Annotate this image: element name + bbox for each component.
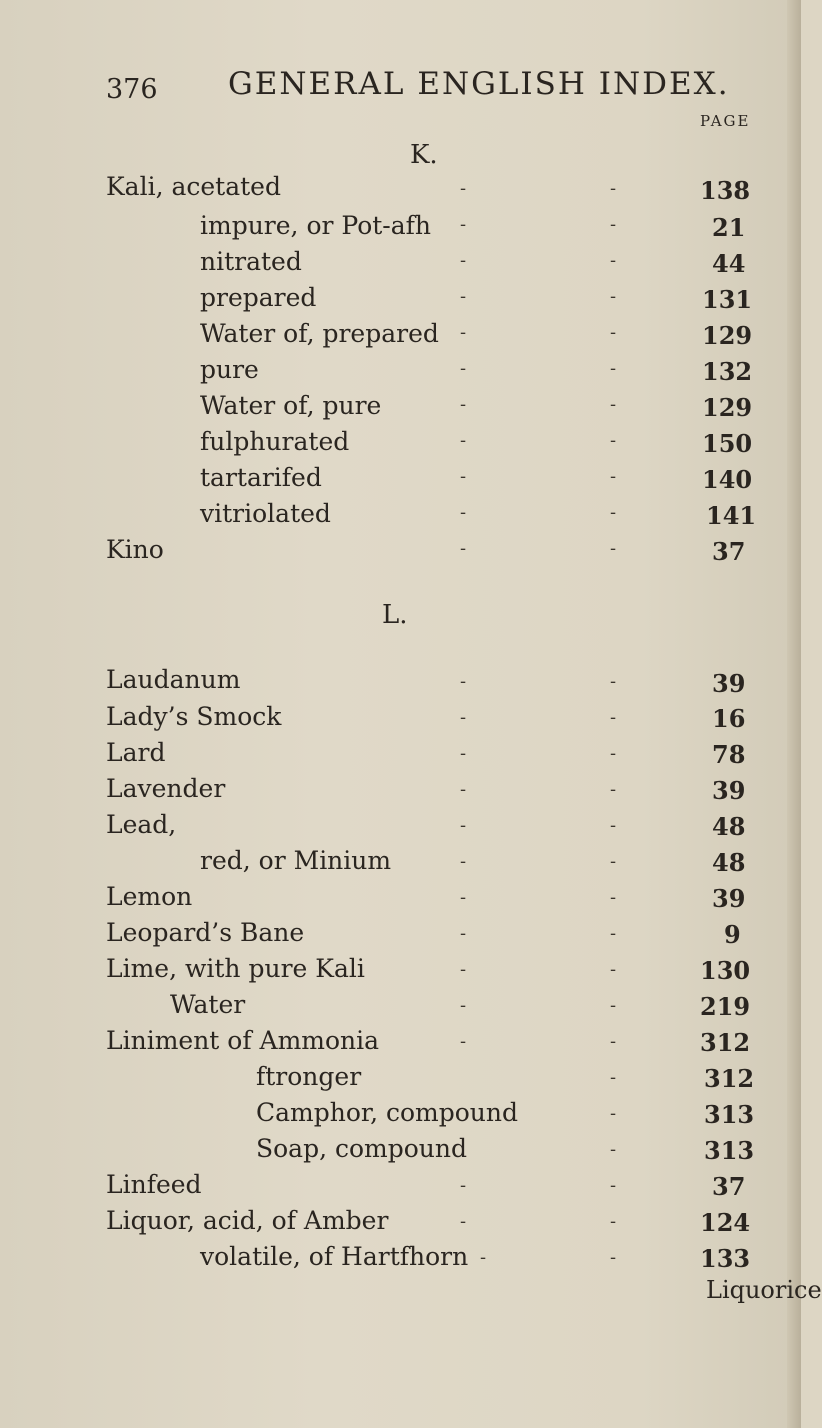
entry-page: 48 xyxy=(712,812,746,841)
entry-page: 312 xyxy=(704,1064,755,1093)
entry-term: nitrated xyxy=(200,247,302,276)
entry-page: 133 xyxy=(700,1244,751,1273)
page-edge xyxy=(787,0,801,1428)
entry-page: 313 xyxy=(704,1136,755,1165)
entry-page: 37 xyxy=(712,537,746,566)
entry-term: Lime, with pure Kali xyxy=(106,954,365,983)
entry-page: 39 xyxy=(712,884,746,913)
entry-term: pure xyxy=(200,355,259,384)
entry-page: 138 xyxy=(700,176,751,205)
entry-term: Liniment of Ammonia xyxy=(106,1026,380,1055)
entry-term: ftronger xyxy=(256,1062,362,1091)
entry-term: Linfeed xyxy=(106,1170,202,1199)
entry-term: Soap, compound xyxy=(256,1134,467,1163)
entry-term: Water xyxy=(170,990,246,1019)
entry-page: 16 xyxy=(712,704,746,733)
entry-page: 130 xyxy=(700,956,751,985)
entry-term: tartarifed xyxy=(200,463,322,492)
page-number: 376 xyxy=(106,74,158,105)
entry-page: 131 xyxy=(702,285,753,314)
entry-page: 132 xyxy=(702,357,753,386)
entry-page: 150 xyxy=(702,429,753,458)
catchword: Liquorice xyxy=(706,1276,822,1304)
entry-page: 140 xyxy=(702,465,753,494)
entry-page: 141 xyxy=(706,501,757,530)
entry-page: 48 xyxy=(712,848,746,877)
entry-term: red, or Minium xyxy=(200,846,392,875)
entry-page: 129 xyxy=(702,393,753,422)
entry-term: volatile, of Hartfhorn xyxy=(200,1242,469,1271)
entry-term: impure, or Pot-afh xyxy=(200,211,432,240)
entry-term: Lady’s Smock xyxy=(106,702,282,731)
entry-page: 129 xyxy=(702,321,753,350)
page-column-label: PAGE xyxy=(700,112,751,130)
section-letter-k: K. xyxy=(410,140,438,170)
page-title: GENERAL ENGLISH INDEX. xyxy=(228,66,730,102)
section-letter-l: L. xyxy=(382,600,408,630)
entry-page: 124 xyxy=(700,1208,751,1237)
entry-page: 37 xyxy=(712,1172,746,1201)
book-page: 376 GENERAL ENGLISH INDEX. PAGE K. Kali, acetated 138 impure, or Pot-afh 21 nitrated 44 prepared 131 Water of, prepared 129 pure 132 Water of, pure 129 fulphurated 150 tartarifed 140 vitriolated 141 Kino 37 L. Laudanum 39 Lady’s Smock 16 Lard 78 Lavender 39 Lead, 48 red, or Minium 48 Lemon 39 Leopard’s Bane 9 Lime, with pure Kali 130 Water 219 Liniment of Ammonia 312 ftronger 312 Camphor, compound 313 Soap, compound 313 Linfeed 37 Liquor, acid, of Amber 124 volatile, of Hartfhorn 133 - - - - - - - - - - - - - - - - - - - - - - - - - - - - - - - - - - - - - - - - - - - - - - - - - - - - - Liquorice xyxy=(0,0,801,1428)
entry-page: 21 xyxy=(712,213,746,242)
entry-page: 39 xyxy=(712,669,746,698)
entry-term: Lead, xyxy=(106,810,177,839)
entry-term: Lavender xyxy=(106,774,226,803)
entry-page: 39 xyxy=(712,776,746,805)
entry-page: 9 xyxy=(724,920,741,949)
entry-page: 44 xyxy=(712,249,746,278)
entry-term: Lemon xyxy=(106,882,193,911)
entry-page: 78 xyxy=(712,740,746,769)
entry-term: Liquor, acid, of Amber xyxy=(106,1206,389,1235)
entry-term: Water of, prepared xyxy=(200,319,439,348)
entry-page: 219 xyxy=(700,992,751,1021)
entry-term: Kali, acetated xyxy=(106,172,281,201)
entry-term: Camphor, compound xyxy=(256,1098,519,1127)
entry-page: 313 xyxy=(704,1100,755,1129)
entry-term: Laudanum xyxy=(106,665,241,694)
entry-term: Leopard’s Bane xyxy=(106,918,305,947)
entry-term: fulphurated xyxy=(200,427,350,456)
entry-term: vitriolated xyxy=(200,499,331,528)
entry-term: Water of, pure xyxy=(200,391,382,420)
entry-term: Kino xyxy=(106,535,164,564)
entry-term: Lard xyxy=(106,738,166,767)
entry-term: prepared xyxy=(200,283,317,312)
entry-page: 312 xyxy=(700,1028,751,1057)
